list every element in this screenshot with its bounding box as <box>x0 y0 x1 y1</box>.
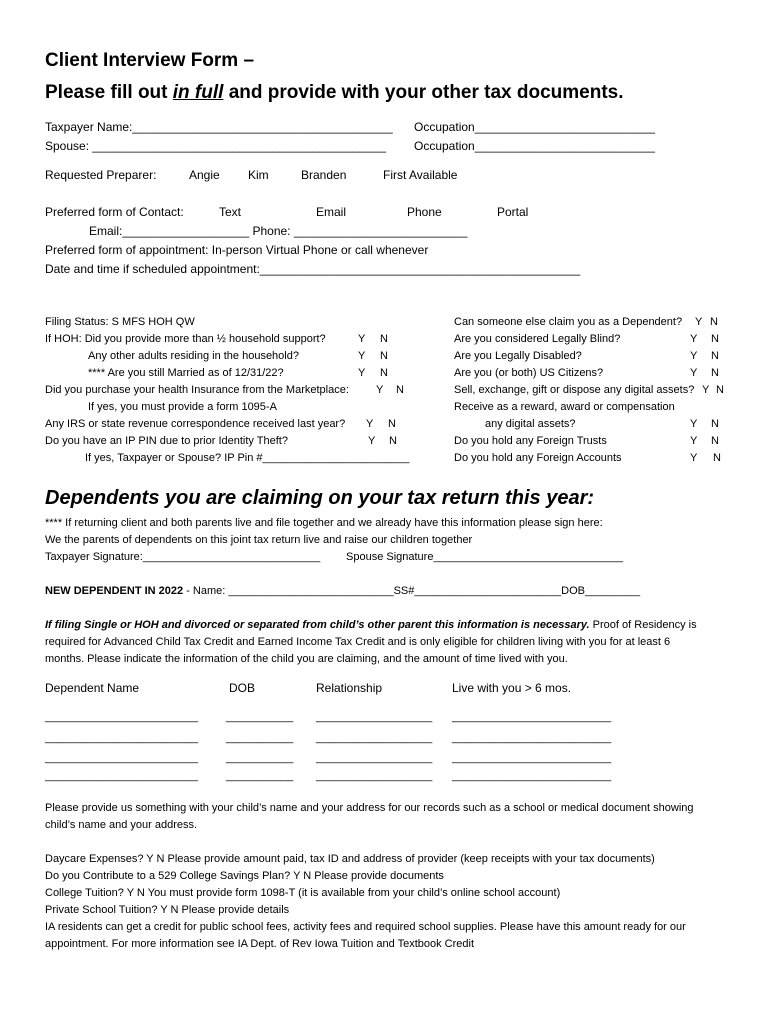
still-married-question: **** Are you still Married as of 12/31/22? <box>88 367 284 379</box>
other-adults-no[interactable]: N <box>380 350 388 362</box>
legally-disabled-question: Are you Legally Disabled? <box>454 350 582 362</box>
dependent-relationship-field[interactable]: ___________________ <box>316 770 433 782</box>
residency-notice-line2: required for Advanced Child Tax Credit and Earned Income Tax Credit and is only eligible for children living with you for at least 6 <box>45 636 671 648</box>
contact-option-text[interactable]: Text <box>219 205 242 219</box>
college-tuition-line[interactable]: College Tuition? Y N You must provide form 1098-T (it is available from your child’s online school account) <box>45 887 561 899</box>
contact-preference-label: Preferred form of Contact: <box>45 205 184 219</box>
column-dependent-name: Dependent Name <box>45 681 140 695</box>
ip-pin-yes[interactable]: Y <box>368 435 376 447</box>
taxpayer-signature-field[interactable]: Taxpayer Signature:_____________________________ <box>45 551 321 563</box>
foreign-trusts-no[interactable]: N <box>711 435 719 447</box>
foreign-trusts-question: Do you hold any Foreign Trusts <box>454 435 607 447</box>
requested-preparer-label: Requested Preparer: <box>45 168 157 182</box>
legally-disabled-yes[interactable]: Y <box>690 350 698 362</box>
taxpayer-occupation-field[interactable]: Occupation___________________________ <box>414 120 655 134</box>
dependent-live-with-field[interactable]: __________________________ <box>452 732 612 744</box>
new-dependent-label: NEW DEPENDENT IN 2022 <box>45 585 184 597</box>
new-dependent-fields: - Name: ___________________________SS#________________________DOB_________ <box>183 585 641 597</box>
appointment-preference[interactable]: Preferred form of appointment: In-person Virtual Phone or call whenever <box>45 243 429 257</box>
filing-status[interactable]: Filing Status: S MFS HOH QW <box>45 316 195 328</box>
preparer-option-branden[interactable]: Branden <box>301 168 347 182</box>
hoh-support-no[interactable]: N <box>380 333 388 345</box>
form-title-line1: Client Interview Form – <box>45 50 255 71</box>
foreign-accounts-yes[interactable]: Y <box>690 452 698 464</box>
spouse-name-field[interactable]: Spouse: ____________________________________________ <box>45 139 387 153</box>
dependents-heading: Dependents you are claiming on your tax return this year: <box>45 487 595 509</box>
us-citizens-yes[interactable]: Y <box>690 367 698 379</box>
digital-assets-sell-no[interactable]: N <box>716 384 724 396</box>
title-emphasis: in full <box>172 82 224 103</box>
other-adults-question: Any other adults residing in the household? <box>88 350 299 362</box>
digital-assets-reward-yes[interactable]: Y <box>690 418 698 430</box>
preparer-option-first-available[interactable]: First Available <box>383 168 458 182</box>
joint-return-statement: We the parents of dependents on this joint tax return live and raise our children together <box>45 534 473 546</box>
residency-notice-line1 <box>45 619 697 631</box>
legally-blind-question: Are you considered Legally Blind? <box>454 333 621 345</box>
digital-assets-sell-question: Sell, exchange, gift or dispose any digital assets? <box>454 384 695 396</box>
still-married-yes[interactable]: Y <box>358 367 366 379</box>
residency-notice-line3: months. Please indicate the information of the child you are claiming, and the amount of time lived with you. <box>45 653 568 665</box>
ip-pin-field[interactable]: If yes, Taxpayer or Spouse? IP Pin #________________________ <box>85 452 410 464</box>
title-text-before: Please fill out <box>45 82 173 103</box>
daycare-expenses-line[interactable]: Daycare Expenses? Y N Please provide amount paid, tax ID and address of provider (keep receipts with your tax documents) <box>45 853 655 865</box>
claimed-dependent-yes[interactable]: Y <box>695 316 703 328</box>
dependent-relationship-field[interactable]: ___________________ <box>316 732 433 744</box>
dependent-name-field[interactable]: _________________________ <box>45 732 198 744</box>
appointment-date-time-field[interactable]: Date and time if scheduled appointment:________________________________________________ <box>45 262 581 276</box>
preparer-option-angie[interactable]: Angie <box>189 168 220 182</box>
column-live-with-you: Live with you > 6 mos. <box>452 681 572 695</box>
college-savings-line[interactable]: Do you Contribute to a 529 College Savings Plan? Y N Please provide documents <box>45 870 444 882</box>
returning-client-note: **** If returning client and both parents live and file together and we already have this information please sign here: <box>45 517 603 529</box>
records-note-line1: Please provide us something with your child’s name and your address for our records such as a school or medical document showing <box>45 802 694 814</box>
marketplace-insurance-no[interactable]: N <box>396 384 404 396</box>
marketplace-insurance-question: Did you purchase your health Insurance from the Marketplace: <box>45 384 349 396</box>
digital-assets-sell-yes[interactable]: Y <box>702 384 710 396</box>
us-citizens-question: Are you (or both) US Citizens? <box>454 367 604 379</box>
email-phone-fields[interactable]: Email:___________________ Phone: __________________________ <box>89 224 468 238</box>
spouse-occupation-field[interactable]: Occupation___________________________ <box>414 139 655 153</box>
irs-correspondence-question: Any IRS or state revenue correspondence received last year? <box>45 418 346 430</box>
legally-blind-yes[interactable]: Y <box>690 333 698 345</box>
hoh-support-yes[interactable]: Y <box>358 333 366 345</box>
irs-correspondence-yes[interactable]: Y <box>366 418 374 430</box>
spouse-signature-field[interactable]: Spouse Signature_______________________________ <box>346 551 624 563</box>
ia-credit-line1: IA residents can get a credit for public school fees, activity fees and required school supplies. Please have this amount ready for our <box>45 921 686 933</box>
dependent-dob-field[interactable]: ___________ <box>226 770 294 782</box>
digital-assets-reward-no[interactable]: N <box>711 418 719 430</box>
foreign-accounts-question: Do you hold any Foreign Accounts <box>454 452 622 464</box>
ia-credit-line2: appointment. For more information see IA Dept. of Rev Iowa Tuition and Textbook Credit <box>45 938 475 950</box>
form-title-line2 <box>45 82 624 104</box>
foreign-accounts-no[interactable]: N <box>713 452 721 464</box>
ip-pin-no[interactable]: N <box>389 435 397 447</box>
hoh-support-question: If HOH: Did you provide more than ½ household support? <box>45 333 326 345</box>
legally-disabled-no[interactable]: N <box>711 350 719 362</box>
contact-option-phone[interactable]: Phone <box>407 205 442 219</box>
column-relationship: Relationship <box>316 681 383 695</box>
form-1095a-note: If yes, you must provide a form 1095-A <box>88 401 277 413</box>
claimed-dependent-no[interactable]: N <box>710 316 718 328</box>
dependent-dob-field[interactable]: ___________ <box>226 752 294 764</box>
dependent-relationship-field[interactable]: ___________________ <box>316 711 433 723</box>
marketplace-insurance-yes[interactable]: Y <box>376 384 384 396</box>
column-dob: DOB <box>229 681 256 695</box>
title-text-after: and provide with your other tax documents. <box>223 82 624 103</box>
dependent-name-field[interactable]: _________________________ <box>45 711 198 723</box>
records-note-line2: child’s name and your address. <box>45 819 198 831</box>
residency-notice-text: Proof of Residency is <box>589 619 697 631</box>
residency-notice-bold: If filing Single or HOH and divorced or separated from child’s other parent this information is necessary. <box>45 619 590 631</box>
dependent-live-with-field[interactable]: __________________________ <box>452 711 612 723</box>
irs-correspondence-no[interactable]: N <box>388 418 396 430</box>
preparer-option-kim[interactable]: Kim <box>248 168 269 182</box>
dependent-relationship-field[interactable]: ___________________ <box>316 752 433 764</box>
still-married-no[interactable]: N <box>380 367 388 379</box>
dependent-dob-field[interactable]: ___________ <box>226 732 294 744</box>
digital-assets-reward-question: Receive as a reward, award or compensation <box>454 401 675 413</box>
dependent-dob-field[interactable]: ___________ <box>226 711 294 723</box>
contact-option-portal[interactable]: Portal <box>497 205 529 219</box>
ip-pin-question: Do you have an IP PIN due to prior Identity Theft? <box>45 435 288 447</box>
new-dependent-line[interactable] <box>45 585 640 597</box>
private-school-line[interactable]: Private School Tuition? Y N Please provide details <box>45 904 290 916</box>
taxpayer-name-field[interactable]: Taxpayer Name:_______________________________________ <box>45 120 393 134</box>
us-citizens-no[interactable]: N <box>711 367 719 379</box>
dependent-live-with-field[interactable]: __________________________ <box>452 752 612 764</box>
dependent-name-field[interactable]: _________________________ <box>45 752 198 764</box>
other-adults-yes[interactable]: Y <box>358 350 366 362</box>
contact-option-email[interactable]: Email <box>316 205 347 219</box>
dependent-live-with-field[interactable]: __________________________ <box>452 770 612 782</box>
foreign-trusts-yes[interactable]: Y <box>690 435 698 447</box>
legally-blind-no[interactable]: N <box>711 333 719 345</box>
digital-assets-reward-question-cont: any digital assets? <box>485 418 576 430</box>
dependent-name-field[interactable]: _________________________ <box>45 770 198 782</box>
claimed-dependent-question: Can someone else claim you as a Dependent? <box>454 316 683 328</box>
